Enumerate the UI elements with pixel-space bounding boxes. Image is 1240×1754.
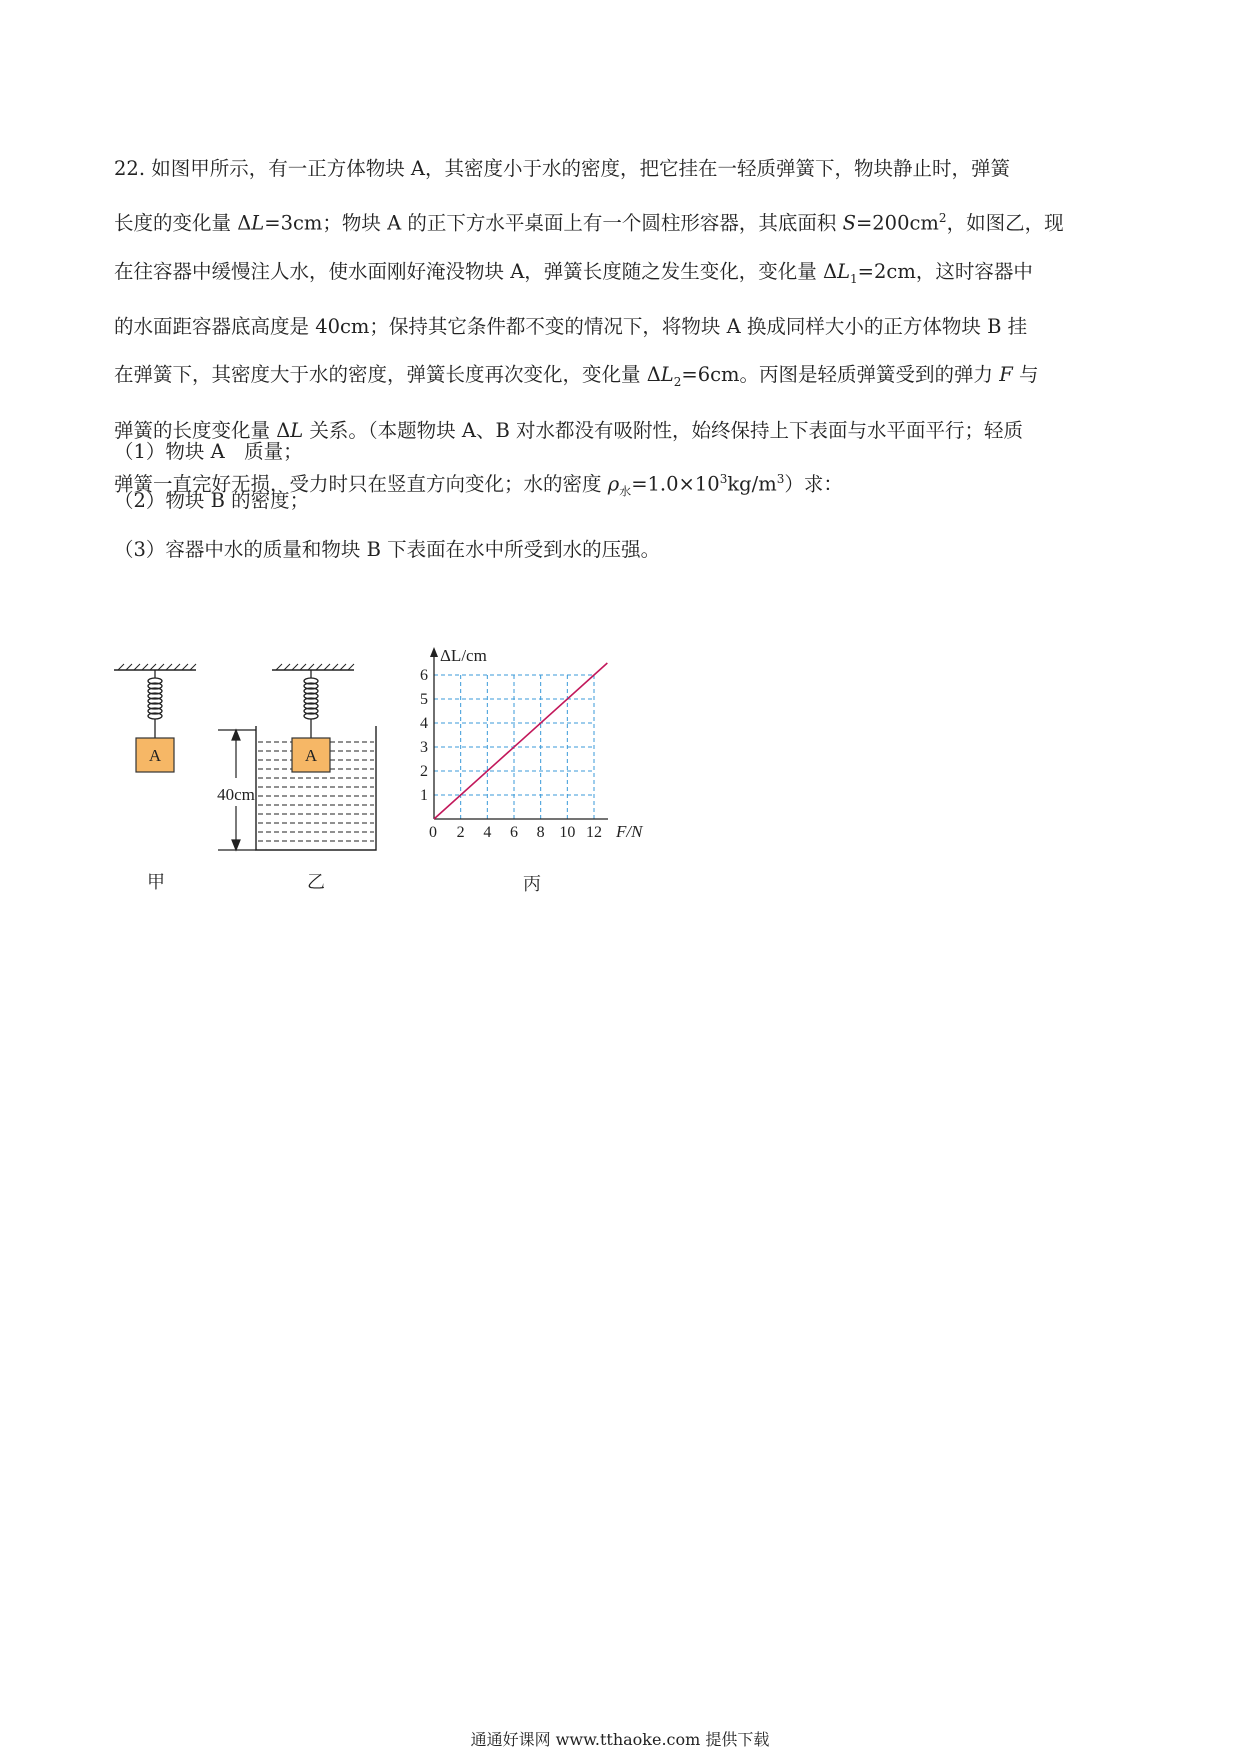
figure-jia-block-label: A	[148, 746, 162, 765]
figure-yi-height-label: 40cm	[217, 785, 255, 804]
x-tick-label: 6	[510, 824, 518, 841]
caption-bing: 丙	[523, 874, 541, 895]
x-tick-label: 12	[586, 824, 602, 841]
caption-jia: 甲	[147, 872, 165, 893]
x-tick-label: 10	[559, 824, 576, 841]
figure-bing-chart	[420, 646, 644, 841]
figures	[0, 628, 1240, 908]
question-line: 在往容器中缓慢注人水，使水面刚好淹没物块 A，弹簧长度随之发生变化，变化量 $\Delta L_1=2cm$，这时容器中	[114, 259, 1033, 286]
question-line: 22. 如图甲所示，有一正方体物块 A，其密度小于水的密度，把它挂在一轻质弹簧下，物块静止时，弹簧	[114, 157, 1010, 180]
y-tick-label: 2	[420, 763, 428, 780]
x-tick-label: 4	[483, 824, 492, 841]
y-tick-label: 4	[420, 715, 428, 732]
series-line	[434, 663, 607, 819]
y-axis-arrow	[430, 647, 438, 657]
question-line: 弹簧一直完好无损，受力时只在竖直方向变化；水的密度 $\rho_水=1.0\times 10^3kg/m^3$）求：	[114, 472, 843, 499]
question-line: 的水面距容器底高度是 40cm；保持其它条件都不变的情况下，将物块 A 换成同样大小的正方体物块 B 挂	[114, 314, 1028, 338]
y-tick-label: 1	[420, 787, 428, 804]
figure-yi-block-label: A	[304, 746, 318, 765]
x-tick-label: 8	[536, 824, 545, 841]
x-axis-label: F/N	[616, 822, 643, 841]
y-tick-label: 3	[420, 739, 428, 756]
y-tick-label: 5	[420, 691, 428, 708]
x-tick-label: 0	[429, 824, 437, 841]
y-tick-label: 6	[420, 667, 428, 684]
sub-question-3: （3）容器中水的质量和物块 B 下表面在水中所受到水的压强。	[114, 538, 661, 561]
y-axis-label: ΔL/cm	[440, 646, 487, 665]
caption-yi: 乙	[307, 872, 325, 893]
sub-question-1: （1）物块 A 质量；	[114, 440, 303, 463]
sub-question-2: （2）物块 B 的密度；	[114, 489, 310, 512]
question-line: 在弹簧下，其密度大于水的密度，弹簧长度再次变化，变化量 $\Delta L_2=6cm$。丙图是轻质弹簧受到的弹力 F 与	[114, 363, 1039, 390]
question-line: 长度的变化量 ΔL=3cm；物块 A 的正下方水平桌面上有一个圆柱形容器，其底面积 $S=200cm^2$，如图乙，现	[114, 210, 1064, 234]
question-line: 弹簧的长度变化量 ΔL 关系。（本题物块 A、B 对水都没有吸附性，始终保持上下表面与水平面平行；轻质	[114, 418, 1023, 442]
footer: 通通好课网 www.tthaoke.com 提供下载	[470, 1730, 770, 1749]
figure-yi-ceiling	[272, 664, 354, 670]
figure-jia-spring	[148, 670, 162, 738]
figure-drawings	[0, 628, 1240, 908]
figure-yi-spring	[304, 670, 318, 738]
x-tick-label: 2	[456, 824, 465, 841]
figure-jia-ceiling	[114, 664, 196, 670]
